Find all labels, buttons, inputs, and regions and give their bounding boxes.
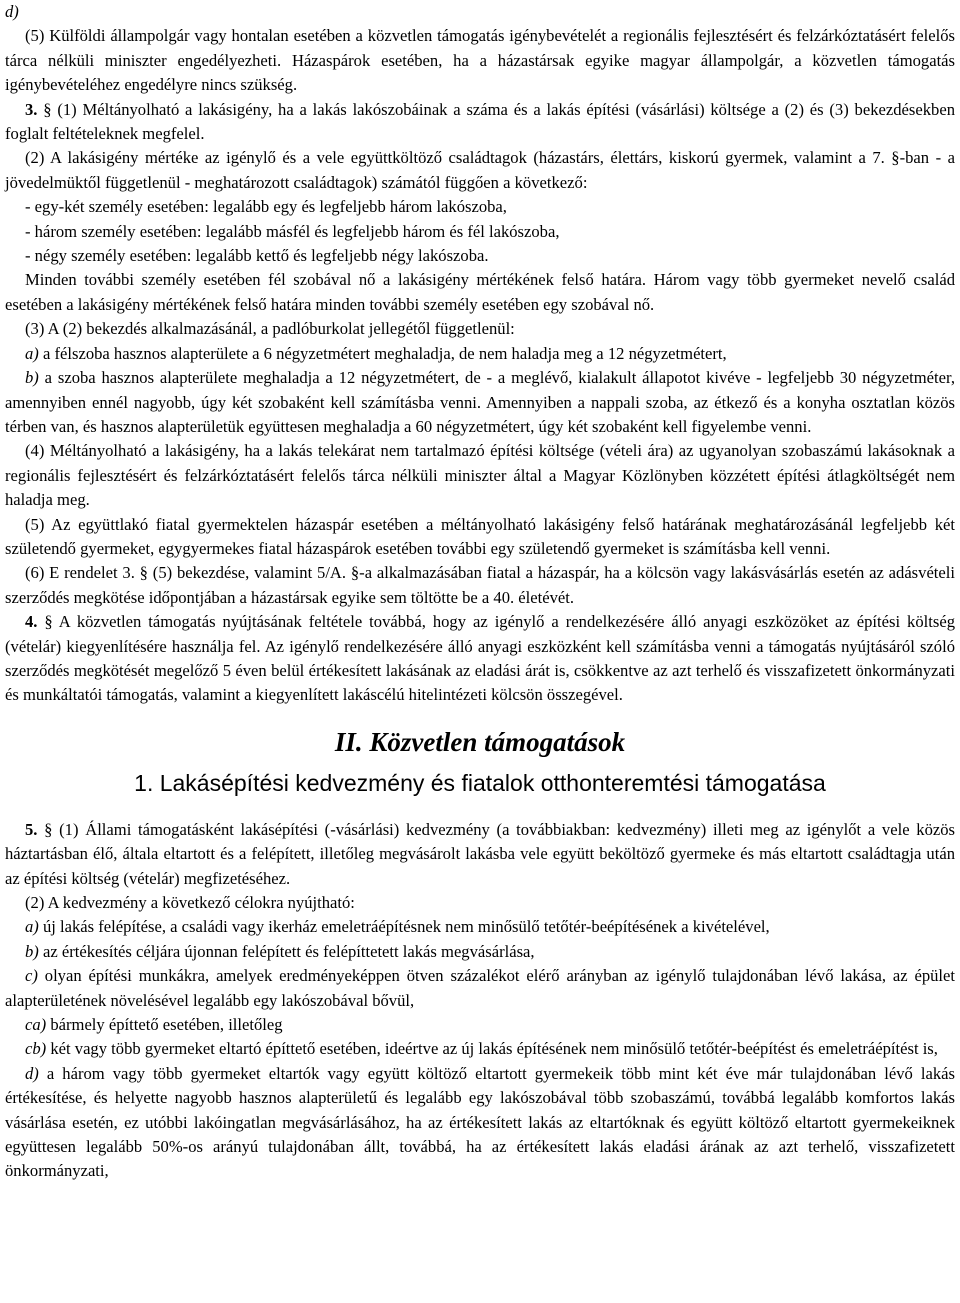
point-marker: c) xyxy=(25,966,38,986)
paragraph xyxy=(5,891,955,915)
paragraph-text: (3) A (2) bekezdés alkalmazásánál, a padlóburkolat jellegétől függetlenül: xyxy=(25,319,515,339)
paragraph xyxy=(5,940,955,964)
paragraph-text: a félszoba hasznos alapterülete a 6 négyzetmétert meghaladja, de nem haladja meg a 12 négyzetmétert, xyxy=(38,343,727,363)
paragraph-text: (5) Az együttlakó fiatal gyermektelen házaspár esetében a méltányolható lakásigény felső határának meghatározásánál legfeljebb két születendő gyermeket, egygyermekes fiatal házaspárok esetében további egy születendő gyermeket is számításba kell venni. xyxy=(5,514,955,558)
paragraph xyxy=(5,561,955,610)
paragraph xyxy=(5,220,955,244)
point-marker: a) xyxy=(25,343,39,363)
point-marker: ca) xyxy=(25,1015,47,1035)
point-marker: cb) xyxy=(25,1039,47,1059)
paragraph-text: - négy személy esetében: legalább kettő és legfeljebb négy lakószoba. xyxy=(25,246,489,266)
paragraph-text: két vagy több gyermeket eltartó építtető esetében, ideértve az új lakás építésének nem minősülő tetőtér-beépítést és emeletráépítést is, xyxy=(46,1039,938,1059)
paragraph xyxy=(5,1062,955,1184)
point-marker: b) xyxy=(25,368,39,388)
paragraph-text: (2) A lakásigény mértéke az igénylő és a vele együttköltöző családtagok (házastárs, élettárs, kiskorú gyermek, valamint a 7. §-ban - a jövedelmüktől függetlenül - meghatározott családtagok) számától függően a következő: xyxy=(5,148,955,192)
paragraph xyxy=(5,268,955,317)
paragraph-text: Minden további személy esetében fél szobával nő a lakásigény mértékének felső határa. Három vagy több gyermeket nevelő család esetében a lakásigény mértékének felső határa minden további személy esetében egy szobával nő. xyxy=(5,270,955,314)
paragraph-text: a három vagy több gyermeket eltartók vagy együtt költöző eltartott gyermekeik több mint két éve már tulajdonában lévő lakás értékesítése, és helyette nagyobb hasznos alapterületű és legalább egy lakószobával több szobaszámú, továbbá legalább komfortos lakás vásárlása esetén, ez utóbbi lakóingatlan megvásárlásához, ha az értékesített lakás az eltartóknak és együtt költöző eltartott gyermekeiknek együttesen legalább 50%-os arányú tulajdonában állt, továbbá, ha az értékesített lakás eladási árának az azt terhelő, visszafizetett önkormányzati, xyxy=(5,1063,955,1181)
paragraph-text: § A közvetlen támogatás nyújtásának feltétele továbbá, hogy az igénylő a rendelkezésére álló anyagi eszközöket az építési költség (vételár) kiegyenlítésére használja fel. Az igénylő rendelkezésére álló anyagi eszközként kell számításba venni a támogatás nyújtásáról szóló szerződés megkötését megelőző 5 éven belül értékesített lakásának az eladási árát is, csökkentve az azt terhelő és visszafizetett önkormányzati és munkáltatói támogatás, valamint a kiegyenlített lakáscélú hitelintézeti kölcsön összegével. xyxy=(5,612,955,705)
point-marker: b) xyxy=(25,941,39,961)
paragraph xyxy=(5,964,955,1013)
paragraph xyxy=(5,1013,955,1037)
paragraph xyxy=(5,98,955,147)
paragraph xyxy=(5,513,955,562)
paragraph xyxy=(5,195,955,219)
paragraph-text: - egy-két személy esetében: legalább egy és legfeljebb három lakószoba, xyxy=(25,197,507,217)
paragraph-text: (2) A kedvezmény a következő célokra nyújtható: xyxy=(25,893,355,912)
section-number: 5. xyxy=(25,819,38,839)
paragraph-text: - három személy esetében: legalább másfél és legfeljebb három és fél lakószoba, xyxy=(25,221,560,241)
paragraph-text: § (1) Méltányolható a lakásigény, ha a lakás lakószobáinak a száma és a lakás építési (vásárlási) költsége a (2) és (3) bekezdésekben foglalt feltételeknek megfelel. xyxy=(5,99,955,144)
paragraph xyxy=(5,818,955,891)
paragraph-text: (5) Külföldi állampolgár vagy hontalan esetében a közvetlen támogatás igénybevételét a regionális fejlesztésért és felzárkóztatásért felelős tárca nélküli miniszter engedélyezheti. Házaspárok esetében, ha a házastársak egyike magyar állampolgár, a közvetlen támogatás igénybevételéhez engedélyre nincs szükség. xyxy=(5,26,955,95)
paragraph-text: § (1) Állami támogatásként lakásépítési (-vásárlási) kedvezmény (a továbbiakban: kedvezmény) illeti meg az igénylőt a vele közös háztartásban élő, általa eltartott és a felépített, illetőleg megvásárolt lakásba vele együtt beköltöző gyermeke és más eltartott családtagja után az építési költség (vételár) megfizetéséhez. xyxy=(5,819,955,888)
paragraph xyxy=(5,244,955,268)
section-title: II. Közvetlen támogatások xyxy=(334,726,626,757)
paragraph xyxy=(5,610,955,708)
paragraph xyxy=(5,915,955,939)
section-number: 4. xyxy=(25,612,38,632)
paragraph xyxy=(5,0,955,24)
paragraph-text: az értékesítés céljára újonnan felépített és felépíttetett lakás megvásárlása, xyxy=(38,941,535,961)
paragraph xyxy=(5,146,955,195)
paragraph xyxy=(5,317,955,341)
document-page xyxy=(5,0,955,1184)
point-marker: d) xyxy=(25,1063,39,1083)
paragraph xyxy=(5,24,955,97)
paragraph xyxy=(5,1037,955,1061)
point-marker: d) xyxy=(5,2,19,21)
paragraph-text: (4) Méltányolható a lakásigény, ha a lakás telekárat nem tartalmazó építési költsége (vételi ára) az ugyanolyan szobaszámú lakásoknak a regionális fejlesztésért és felzárkóztatásért felelős tárca nélküli miniszter által a Magyar Közlönyben közzétett építési átlagköltségét nem haladja meg. xyxy=(5,441,955,510)
subsection-title: 1. Lakásépítési kedvezmény és fiatalok otthonteremtési támogatása xyxy=(134,769,826,796)
paragraph-text: olyan építési munkákra, amelyek eredményeképpen ötven százalékot elérő arányban az igénylő tulajdonában lévő lakása, az épület alapterületének növelésével legalább egy lakószobával bővül, xyxy=(5,966,955,1010)
point-marker: a) xyxy=(25,917,39,937)
paragraph xyxy=(5,439,955,512)
paragraph-text: a szoba hasznos alapterülete meghaladja a 12 négyzetmétert, de - a meglévő, kialakult állapotot kivéve - legfeljebb 30 négyzetméter, amennyiben ennél nagyobb, úgy két szobaként kell számításba venni. Amennyiben a nappali szoba, az étkező és a konyha osztatlan közös térben van, és hasznos alapterületük együttesen meghaladja a 60 négyzetmétert, úgy két szobaként kell figyelembe venni. xyxy=(5,368,955,436)
paragraph xyxy=(5,366,955,439)
paragraph-text: (6) E rendelet 3. § (5) bekezdése, valamint 5/A. §-a alkalmazásában fiatal a házaspár, ha a kölcsön vagy lakásvásárlás esetén az adásvételi szerződés megkötése időpontjában a házastársak egyike sem töltötte be a 40. életévét. xyxy=(5,563,955,607)
paragraph-text: bármely építtető esetében, illetőleg xyxy=(46,1015,283,1035)
section-number: 3. xyxy=(25,99,38,119)
paragraph xyxy=(5,342,955,366)
paragraph-text: új lakás felépítése, a családi vagy ikerház emeletráépítésnek nem minősülő tetőtér-beépítésének a kivételével, xyxy=(38,917,770,937)
